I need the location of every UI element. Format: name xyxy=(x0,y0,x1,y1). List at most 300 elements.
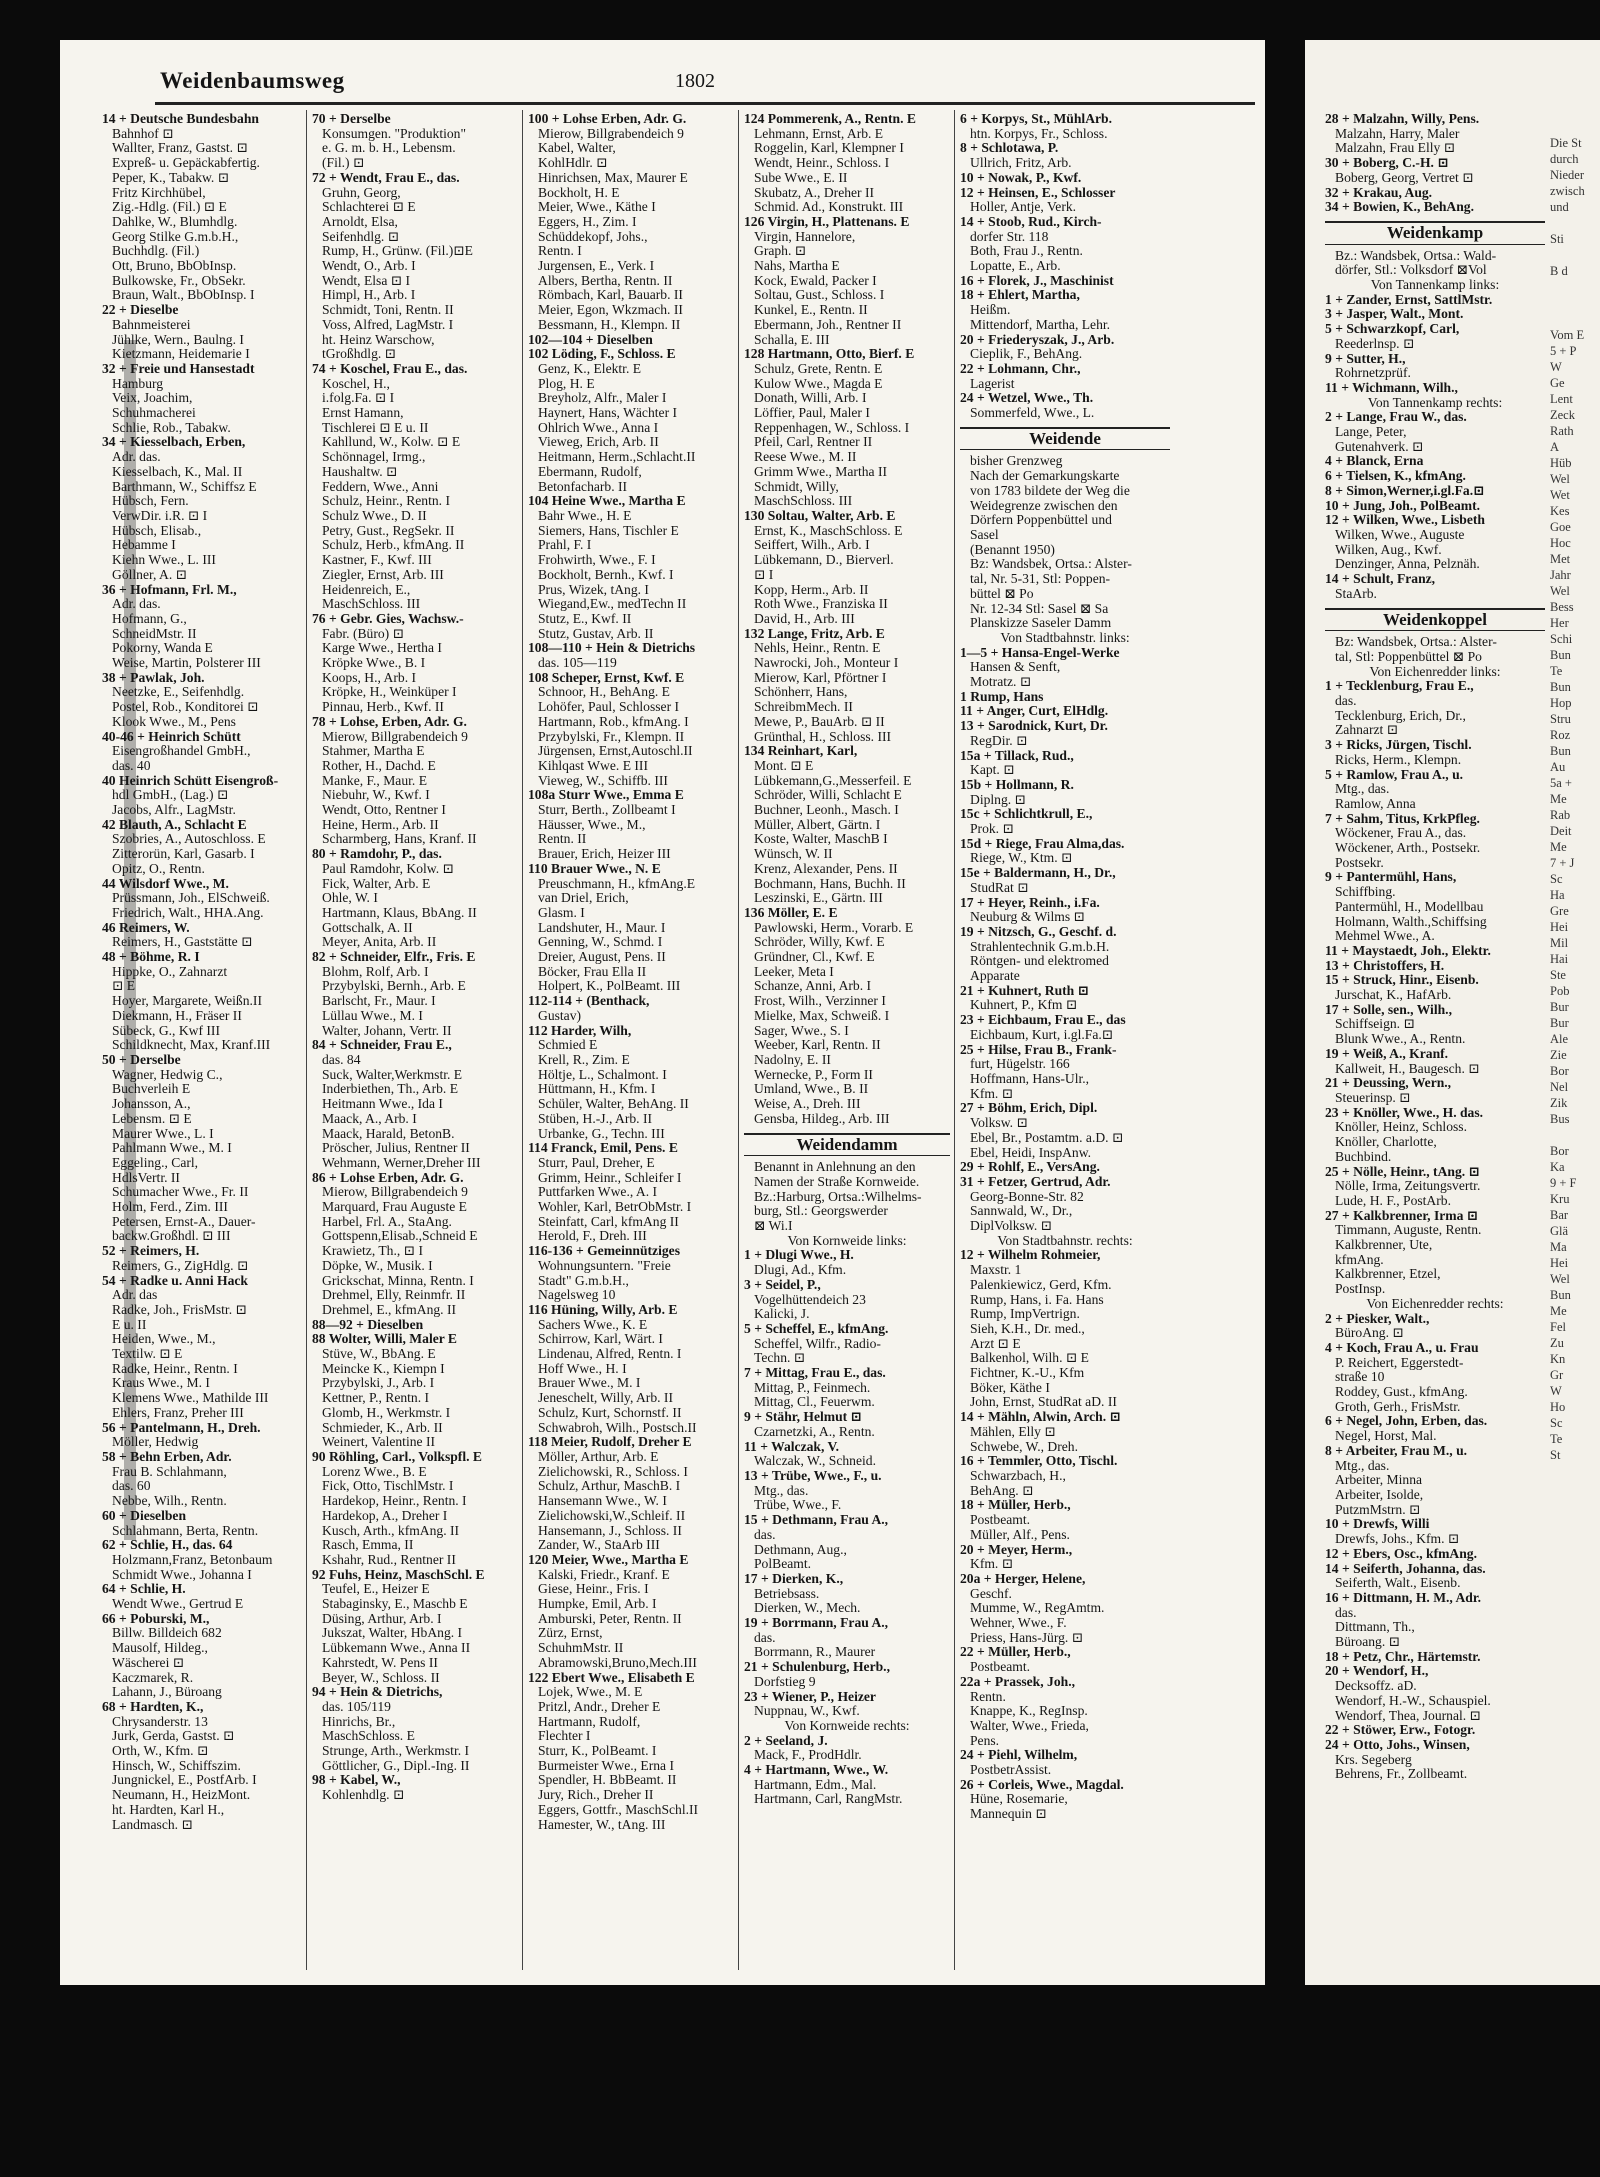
resident-entry: Hartmann, Rudolf, xyxy=(538,1714,641,1729)
resident-entry: Drehmel, E., kfmAng. II xyxy=(322,1302,457,1317)
resident-entry: Mittendorf, Martha, Lehr. xyxy=(970,317,1111,332)
house-entry: 110 Brauer Wwe., N. E xyxy=(528,861,661,876)
house-entry: 50 + Derselbe xyxy=(102,1053,181,1067)
resident-entry: Rentn. I xyxy=(538,244,582,259)
resident-entry: Sturr, Paul, Dreher, E xyxy=(538,1155,655,1170)
resident-entry: Walter, Wwe., Frieda, xyxy=(970,1718,1089,1733)
edge-fragment: Wel xyxy=(1550,584,1570,598)
resident-entry: Ebermann, Joh., Rentner II xyxy=(754,317,902,332)
house-entry: 3 + Seidel, P., xyxy=(744,1277,821,1292)
resident-entry: Leeker, Meta I xyxy=(754,964,834,979)
house-entry: 20 + Wendorf, H., xyxy=(1325,1664,1429,1679)
resident-entry: Sannwald, W., Dr., xyxy=(970,1204,1073,1219)
resident-entry: Petry, Gust., RegSekr. II xyxy=(322,523,455,538)
resident-entry: Krawietz, Th., ⊡ I xyxy=(322,1244,423,1259)
edge-fragment: Pob xyxy=(1550,984,1570,998)
resident-entry: MaschSchloss. E xyxy=(322,1729,415,1744)
resident-entry: Lübkemann,G.,Messerfeil. E xyxy=(754,773,912,788)
edge-fragment: 9 + F xyxy=(1550,1176,1577,1190)
resident-entry: Heißm. xyxy=(970,303,1011,318)
resident-entry: Schulz, Heinr., Rentn. I xyxy=(322,494,450,509)
house-entry: 38 + Pawlak, Joh. xyxy=(102,670,205,685)
resident-entry: Kock, Ewald, Packer I xyxy=(754,273,877,288)
resident-entry: Von Stadtbahnstr. links: xyxy=(1000,630,1130,645)
resident-entry: Kietzmann, Heidemarie I xyxy=(112,347,250,362)
resident-entry: Breyholz, Alfr., Maler I xyxy=(538,391,667,406)
resident-entry: Vogelhüttendeich 23 xyxy=(754,1292,866,1307)
resident-entry: Möller, Arthur, Arb. E xyxy=(538,1449,659,1464)
resident-entry: Mittag, P., Feinmech. xyxy=(754,1380,871,1395)
resident-entry: Hartmann, Carl, RangMstr. xyxy=(754,1792,903,1807)
resident-entry: Genning, W., Schmd. I xyxy=(538,935,663,950)
resident-entry: Kabel, Walter, xyxy=(538,141,616,156)
resident-entry: Mausolf, Hildeg., xyxy=(112,1641,208,1656)
edge-fragment: Hei xyxy=(1550,1256,1569,1270)
resident-entry: Hebamme I xyxy=(112,538,176,553)
resident-entry: Pens. xyxy=(970,1733,1000,1748)
resident-entry: Nawrocki, Joh., Monteur I xyxy=(754,656,899,671)
resident-entry: Ehlers, Franz, Preher III xyxy=(112,1405,244,1420)
resident-entry: Zitterorün, Karl, Gasarb. I xyxy=(112,847,255,862)
edge-fragment: Hüb xyxy=(1550,456,1572,470)
resident-entry: Buchverleih E xyxy=(112,1082,191,1097)
edge-fragment: Bor xyxy=(1550,1144,1569,1158)
edge-fragment: Bun xyxy=(1550,1288,1571,1302)
resident-entry: Weeber, Karl, Rentn. II xyxy=(754,1038,881,1053)
resident-entry: Umland, Wwe., B. II xyxy=(754,1082,869,1097)
resident-entry: Bulkowske, Fr., ObSekr. xyxy=(112,273,246,288)
resident-entry: Sturr, Berth., Zollbeamt I xyxy=(538,803,676,818)
resident-entry: Stahmer, Martha E xyxy=(322,744,425,759)
house-entry: 108—110 + Hein & Dietrichs xyxy=(528,641,696,656)
house-entry: 128 Hartmann, Otto, Bierf. E xyxy=(744,347,915,362)
resident-entry: Kröpke Wwe., B. I xyxy=(322,656,426,671)
resident-entry: StudRat ⊡ xyxy=(970,880,1029,895)
resident-entry: Seifenhdlg. ⊡ xyxy=(322,229,400,244)
resident-entry: Kahrstedt, W. Pens II xyxy=(322,1655,438,1670)
house-entry: 9 + Stähr, Helmut ⊡ xyxy=(744,1410,862,1425)
resident-entry: Prus, Wizek, tAng. I xyxy=(538,582,649,597)
house-entry: 19 + Nitzsch, G., Geschf. d. xyxy=(960,924,1117,939)
resident-entry: Müller, Alf., Pens. xyxy=(970,1527,1070,1542)
house-entry: 88 Wolter, Willi, Maler E xyxy=(312,1332,458,1347)
resident-entry: Postbeamt. xyxy=(970,1660,1031,1675)
resident-entry: Reppenhagen, W., Schloss. I xyxy=(754,420,910,435)
resident-entry: Gustav) xyxy=(538,1008,582,1023)
house-entry: 22 + Lohmann, Chr., xyxy=(960,361,1081,376)
resident-entry: Hansemann, J., Schloss. II xyxy=(538,1523,682,1538)
resident-entry: Heidenreich, E., xyxy=(322,582,411,597)
resident-entry: Heitmann, Herm.,Schlacht.II xyxy=(538,450,696,465)
resident-entry: Jurgensen, E., Verk. I xyxy=(538,259,655,274)
house-entry: 1 + Zander, Ernst, SattlMstr. xyxy=(1325,292,1493,307)
resident-entry: Wendt Wwe., Gertrud E xyxy=(112,1597,244,1612)
house-entry: 20 + Friederyszak, J., Arb. xyxy=(960,332,1115,347)
resident-entry: Przybylski, Fr., Klempn. II xyxy=(538,729,685,744)
resident-entry: Trübe, Wwe., F. xyxy=(754,1498,842,1513)
resident-entry: Kalicki, J. xyxy=(754,1307,810,1322)
edge-fragment: Me xyxy=(1550,840,1567,854)
resident-entry: Rump, Hans, i. Fa. Hans xyxy=(970,1292,1104,1307)
house-entry: 16 + Dittmann, H. M., Adr. xyxy=(1325,1590,1482,1605)
edge-fragment: durch xyxy=(1550,152,1579,166)
resident-entry: Ricks, Herm., Klempn. xyxy=(1335,752,1462,767)
house-entry: 92 Fuhs, Heinz, MaschSchl. E xyxy=(312,1567,485,1582)
resident-entry: Manke, F., Maur. E xyxy=(322,773,428,788)
resident-entry: Kuhnert, P., Kfm ⊡ xyxy=(970,998,1078,1013)
page-number: 1802 xyxy=(675,70,715,92)
house-entry: 12 + Wilken, Wwe., Lisbeth xyxy=(1325,513,1485,528)
resident-entry: P. Reichert, Eggerstedt- xyxy=(1335,1355,1464,1370)
resident-entry: Mierow, Billgrabendeich 9 xyxy=(322,729,468,744)
resident-entry: Strunge, Arth., Werkmstr. I xyxy=(322,1744,470,1759)
resident-entry: Zürz, Ernst, xyxy=(538,1626,603,1641)
resident-entry: Drehmel, Elly, Reinmfr. II xyxy=(322,1288,466,1303)
house-entry: 72 + Wendt, Frau E., das. xyxy=(312,170,460,185)
house-entry: 98 + Kabel, W., xyxy=(312,1773,401,1788)
resident-entry: Wendt, Elsa ⊡ I xyxy=(322,273,411,288)
house-entry: 3 + Jasper, Walt., Mont. xyxy=(1325,307,1464,322)
resident-entry: Jury, Rich., Dreher II xyxy=(538,1788,654,1803)
edge-fragment: St xyxy=(1550,1448,1561,1462)
house-entry: 130 Soltau, Walter, Arb. E xyxy=(744,508,896,523)
edge-fragment: Hai xyxy=(1550,952,1569,966)
resident-entry: Büroang. ⊡ xyxy=(1335,1635,1401,1650)
edge-fragment: Bun xyxy=(1550,680,1571,694)
house-entry: 1—5 + Hansa-Engel-Werke xyxy=(960,645,1120,660)
edge-fragment: Te xyxy=(1550,664,1563,678)
page-header-street: Weidenbaumsweg xyxy=(160,68,345,93)
resident-entry: Flechter I xyxy=(538,1729,591,1744)
resident-entry: Reese Wwe., M. II xyxy=(754,450,857,465)
resident-entry: Buchner, Leonh., Masch. I xyxy=(754,803,899,818)
resident-entry: Zig.-Hdlg. (Fil.) ⊡ E xyxy=(112,200,227,215)
resident-entry: Kulow Wwe., Magda E xyxy=(754,376,883,391)
resident-entry: Gutenahverk. ⊡ xyxy=(1335,439,1424,454)
resident-entry: E u. II xyxy=(112,1317,147,1332)
resident-entry: Chrysanderstr. 13 xyxy=(112,1714,208,1729)
resident-entry: Boberg, Georg, Vertret ⊡ xyxy=(1335,170,1474,185)
edge-fragment: Lent xyxy=(1550,392,1573,406)
resident-entry: Seiffert, Wilh., Arb. I xyxy=(754,538,870,553)
resident-entry: Abramowski,Bruno,Mech.III xyxy=(538,1655,697,1670)
resident-entry: Schlahmann, Berta, Rentn. xyxy=(112,1523,259,1538)
resident-entry: MaschSchloss. III xyxy=(754,494,853,509)
house-entry: 17 + Solle, sen., Wilh., xyxy=(1325,1002,1452,1017)
resident-entry: StaArb. xyxy=(1335,586,1377,601)
resident-entry: Scheffel, Wilfr., Radio- xyxy=(754,1336,881,1351)
house-entry: 108a Sturr Wwe., Emma E xyxy=(528,788,684,803)
resident-entry: Kopp, Herm., Arb. II xyxy=(754,582,869,597)
resident-entry: Adr. das. xyxy=(112,597,161,612)
house-entry: 90 Röhling, Carl., Volkspfl. E xyxy=(312,1449,482,1464)
house-entry: 15 + Struck, Hinr., Eisenb. xyxy=(1325,973,1479,988)
resident-entry: Betonfacharb. II xyxy=(538,479,628,494)
resident-entry: Kfm. ⊡ xyxy=(970,1557,1014,1572)
resident-entry: Cieplik, F., BehAng. xyxy=(970,347,1083,362)
house-entry: 27 + Böhm, Erich, Dipl. xyxy=(960,1101,1098,1116)
resident-entry: Schmieder, K., Arb. II xyxy=(322,1420,443,1435)
resident-entry: John, Ernst, StudRat aD. II xyxy=(970,1395,1117,1410)
resident-entry: Betriebsass. xyxy=(754,1586,820,1601)
resident-entry: Textilw. ⊡ E xyxy=(112,1347,183,1362)
resident-entry: Pawlowski, Herm., Vorarb. E xyxy=(754,920,914,935)
resident-entry: Stadt" G.m.b.H., xyxy=(538,1273,629,1288)
house-entry: 34 + Bowien, K., BehAng. xyxy=(1325,200,1474,215)
edge-fragment: Fel xyxy=(1550,1320,1566,1334)
edge-fragment: Ho xyxy=(1550,1400,1566,1414)
resident-entry: das. 40 xyxy=(112,758,151,773)
house-entry: 16 + Florek, J., Maschinist xyxy=(960,273,1114,288)
resident-entry: Brauer Wwe., M. I xyxy=(538,1376,641,1391)
house-entry: 44 Wilsdorf Wwe., M. xyxy=(102,876,229,891)
resident-entry: Schiffseign. ⊡ xyxy=(1335,1017,1415,1032)
house-entry: 66 + Poburski, M., xyxy=(102,1611,210,1626)
resident-entry: Mierow, Billgrabendeich 9 xyxy=(538,126,684,141)
resident-entry: Negel, Horst, Mal. xyxy=(1335,1429,1437,1444)
resident-entry: Ebel, Br., Postamtm. a.D. ⊡ xyxy=(970,1130,1124,1145)
house-entry: 29 + Rohlf, E., VersAng. xyxy=(960,1160,1100,1175)
house-entry: 8 + Simon,Werner,i.gl.Fa.⊡ xyxy=(1325,483,1485,498)
resident-entry: Pokorny, Wanda E xyxy=(112,641,213,656)
house-entry: 15c + Schlichtkrull, E., xyxy=(960,807,1093,822)
resident-entry: Suck, Walter,Werkmstr. E xyxy=(322,1067,463,1082)
house-entry: 136 Möller, E. E xyxy=(744,905,838,920)
edge-fragment: Ale xyxy=(1550,1032,1569,1046)
edge-fragment: A xyxy=(1550,440,1560,454)
house-entry: 2 + Lange, Frau W., das. xyxy=(1325,410,1467,425)
edge-fragment: B d xyxy=(1550,264,1568,278)
resident-entry: Hübsch, Elisab., xyxy=(112,523,202,538)
resident-entry: Wallter, Franz, Gastst. ⊡ xyxy=(112,141,248,156)
edge-fragment: Bar xyxy=(1550,1208,1569,1222)
edge-fragment: Bun xyxy=(1550,744,1571,758)
house-entry: 11 + Anger, Curt, ElHdlg. xyxy=(960,704,1109,719)
house-entry: 52 + Reimers, H. xyxy=(102,1244,200,1259)
resident-entry: Lopatte, E., Arb. xyxy=(970,259,1061,274)
house-entry: 1 Rump, Hans xyxy=(960,689,1044,704)
resident-entry: Jungnickel, E., PostfArb. I xyxy=(112,1773,257,1788)
edge-fragment xyxy=(1550,279,1600,295)
resident-entry: dörfer, Stl.: Volksdorf ⊠Vol xyxy=(1335,263,1487,278)
house-entry: 76 + Gebr. Gies, Wachsw.- xyxy=(312,611,464,626)
edge-fragment: Zu xyxy=(1550,1336,1564,1350)
resident-entry: Palenkiewicz, Gerd, Kfm. xyxy=(970,1277,1112,1292)
resident-entry: Schlachterei ⊡ E xyxy=(322,200,416,215)
resident-entry: Hardekop, A., Dreher I xyxy=(322,1508,448,1523)
resident-entry: Balkenhol, Wilh. ⊡ E xyxy=(970,1351,1089,1366)
column-divider xyxy=(738,110,739,1970)
resident-entry: Decksoffz. aD. xyxy=(1335,1679,1417,1694)
resident-entry: Ebel, Heidi, InspAnw. xyxy=(970,1145,1092,1160)
house-entry: 74 + Koschel, Frau E., das. xyxy=(312,361,468,376)
house-entry: 78 + Lohse, Erben, Adr. G. xyxy=(312,714,467,729)
resident-entry: Eggers, Gottfr., MaschSchl.II xyxy=(538,1802,699,1817)
resident-entry: Dethmann, Aug., xyxy=(754,1542,847,1557)
resident-entry: von 1783 bildete der Weg die xyxy=(970,483,1130,498)
column-1 xyxy=(102,112,298,1962)
resident-entry: Bochmann, Hans, Buchh. II xyxy=(754,876,906,891)
resident-entry: Petersen, Ernst-A., Dauer- xyxy=(112,1214,256,1229)
resident-entry: Vieweg, Erich, Arb. II xyxy=(538,435,659,450)
resident-entry: Hansemann Wwe., W. I xyxy=(538,1494,667,1509)
resident-entry: Georg Stilke G.m.b.H., xyxy=(112,229,239,244)
resident-entry: Von Eichenredder rechts: xyxy=(1366,1296,1504,1311)
resident-entry: Nölle, Irma, Zeitungsvertr. xyxy=(1335,1179,1481,1194)
resident-entry: Marquard, Frau Auguste E xyxy=(322,1200,467,1215)
edge-fragment: Zik xyxy=(1550,1096,1568,1110)
resident-entry: Amburski, Peter, Rentn. II xyxy=(538,1611,682,1626)
house-entry: 7 + Sahm, Titus, KrkPfleg. xyxy=(1325,811,1480,826)
resident-entry: Bz.: Wandsbek, Ortsa.: Wald- xyxy=(1335,248,1497,263)
house-entry: 84 + Schneider, Frau E., xyxy=(312,1038,452,1053)
edge-fragment: Hoc xyxy=(1550,536,1571,550)
house-entry: 114 Franck, Emil, Pens. E xyxy=(528,1141,678,1156)
resident-entry: Wohler, Karl, BetrObMstr. I xyxy=(538,1200,692,1215)
house-entry: 27 + Kalkbrenner, Irma ⊡ xyxy=(1325,1208,1479,1223)
resident-entry: Von Kornweide links: xyxy=(787,1233,907,1248)
resident-entry: Czarnetzki, A., Rentn. xyxy=(754,1424,875,1439)
resident-entry: Przybylski, J., Arb. I xyxy=(322,1376,435,1391)
resident-entry: Wehmann, Werner,Dreher III xyxy=(322,1155,481,1170)
resident-entry: Spendler, H. BbBeamt. II xyxy=(538,1773,677,1788)
edge-fragment: Wet xyxy=(1550,488,1570,502)
resident-entry: Mielke, Max, Schweiß. I xyxy=(754,1008,890,1023)
resident-entry: Rohrnetzprüf. xyxy=(1335,366,1411,381)
resident-entry: Weinert, Valentine II xyxy=(322,1435,436,1450)
resident-entry: Schanze, Anni, Arb. I xyxy=(754,979,872,994)
house-entry: 6 + Negel, John, Erben, das. xyxy=(1325,1414,1488,1429)
resident-entry: Kiehn Wwe., L. III xyxy=(112,553,216,568)
resident-entry: Grimm Wwe., Martha II xyxy=(754,464,888,479)
resident-entry: Mont. ⊡ E xyxy=(754,758,814,773)
house-entry: 30 + Boberg, C.-H. ⊡ xyxy=(1325,156,1449,171)
resident-entry: SchreibmMech. II xyxy=(754,700,853,715)
resident-entry: Lehmann, Ernst, Arb. E xyxy=(754,126,884,141)
resident-entry: Friedrich, Walt., HHA.Ang. xyxy=(112,905,264,920)
resident-entry: Jurschat, K., HafArb. xyxy=(1335,988,1452,1003)
edge-fragment: Gr xyxy=(1550,1368,1564,1382)
resident-entry: Roggelin, Karl, Klempner I xyxy=(754,141,904,156)
edge-fragment: Bur xyxy=(1550,1016,1569,1030)
resident-entry: Haynert, Hans, Wächter I xyxy=(538,406,678,421)
resident-entry: Holler, Antje, Verk. xyxy=(970,200,1077,215)
resident-entry: Puttfarken Wwe., A. I xyxy=(538,1185,658,1200)
resident-entry: Glomb, H., Werkmstr. I xyxy=(322,1405,451,1420)
edge-fragment: Met xyxy=(1550,552,1571,566)
house-entry: 15 + Dethmann, Frau A., xyxy=(744,1513,889,1528)
resident-entry: Schwarzbach, H., xyxy=(970,1468,1066,1483)
resident-entry: Postsekr. xyxy=(1335,855,1384,870)
resident-entry: Wöckener, Arth., Postsekr. xyxy=(1335,841,1481,856)
resident-entry: Drewfs, Johs., Kfm. ⊡ xyxy=(1335,1532,1460,1547)
resident-entry: Mierow, Karl, Pförtner I xyxy=(754,670,887,685)
resident-entry: Höltje, L., Schalmont. I xyxy=(538,1067,667,1082)
resident-entry: Arnoldt, Elsa, xyxy=(322,214,398,229)
edge-fragment xyxy=(1550,215,1600,231)
resident-entry: Maurer Wwe., L. I xyxy=(112,1126,214,1141)
resident-entry: Blunk Wwe., A., Rentn. xyxy=(1335,1032,1466,1047)
column-right-page xyxy=(1325,112,1545,1782)
resident-entry: Bessmann, H., Klempn. II xyxy=(538,317,681,332)
resident-entry: Mtg., das. xyxy=(1335,1458,1390,1473)
resident-entry: PutzmMstrn. ⊡ xyxy=(1335,1502,1421,1517)
edge-fragment: Ma xyxy=(1550,1240,1567,1254)
house-entry: 21 + Schulenburg, Herb., xyxy=(744,1660,890,1675)
resident-entry: Urbanke, G., Techn. III xyxy=(538,1126,665,1141)
column-4 xyxy=(744,112,950,1962)
resident-entry: Meier, Egon, Wkzmach. II xyxy=(538,303,683,318)
resident-entry: hdl GmbH., (Lag.) ⊡ xyxy=(112,788,229,803)
resident-entry: Hippke, O., Zahnarzt xyxy=(112,964,228,979)
resident-entry: Wernecke, P., Form II xyxy=(754,1067,873,1082)
resident-entry: Virgin, Hannelore, xyxy=(754,229,856,244)
house-entry: 5 + Schwarzkopf, Carl, xyxy=(1325,322,1460,337)
column-divider xyxy=(954,110,955,1970)
resident-entry: Hinsch, W., Schiffszim. xyxy=(112,1758,241,1773)
resident-entry: Schüddekopf, Johs., xyxy=(538,229,648,244)
resident-entry: Buchhdlg. (Fil.) xyxy=(112,244,200,259)
resident-entry: Hansen & Senft, xyxy=(970,660,1061,675)
resident-entry: Neetzke, E., Seifenhdlg. xyxy=(112,685,245,700)
resident-entry: Johansson, A., xyxy=(112,1097,191,1112)
resident-entry: Seiferth, Walt., Eisenb. xyxy=(1335,1576,1461,1591)
resident-entry: Lorenz Wwe., B. E xyxy=(322,1464,427,1479)
resident-entry: Donath, Willi, Arb. I xyxy=(754,391,867,406)
resident-entry: Denzinger, Anna, Pelznäh. xyxy=(1335,557,1480,572)
edge-fragment xyxy=(1550,311,1600,327)
house-entry: 12 + Wilhelm Rohmeier, xyxy=(960,1248,1101,1263)
edge-fragment: Te xyxy=(1550,1432,1563,1446)
resident-entry: Buchbind. xyxy=(1335,1149,1392,1164)
resident-entry: Kraus Wwe., M. I xyxy=(112,1376,210,1391)
resident-entry: Postel, Rob., Konditorei ⊡ xyxy=(112,700,259,715)
resident-entry: Schulz, Herb., kfmAng. II xyxy=(322,538,465,553)
resident-entry: Ohle, W. I xyxy=(322,891,378,906)
resident-entry: Löffier, Paul, Maler I xyxy=(754,406,870,421)
resident-entry: Lahann, J., Büroang xyxy=(112,1685,222,1700)
resident-entry: Göttlicher, G., Dipl.-Ing. II xyxy=(322,1758,470,1773)
edge-fragment xyxy=(1550,247,1600,263)
resident-entry: Skubatz, A., Dreher II xyxy=(754,185,875,200)
resident-entry: Mewe, P., BauArb. ⊡ II xyxy=(754,714,885,729)
resident-entry: Kettner, P., Rentn. I xyxy=(322,1391,430,1406)
resident-entry: Roddey, Gust., kfmAng. xyxy=(1335,1385,1468,1400)
resident-entry: ⊠ Wi.I xyxy=(754,1219,793,1234)
house-entry: 132 Lange, Fritz, Arb. E xyxy=(744,626,885,641)
resident-entry: Stüben, H.-J., Arb. II xyxy=(538,1111,653,1126)
resident-entry: Burmeister Wwe., Erna I xyxy=(538,1758,675,1773)
resident-entry: Wendt, Heinr., Schloss. I xyxy=(754,156,890,171)
resident-entry: Ott, Bruno, BbObInsp. xyxy=(112,259,237,274)
house-entry: 56 + Pantelmann, H., Dreh. xyxy=(102,1420,261,1435)
house-entry: 6 + Korpys, St., MühlArb. xyxy=(960,112,1113,126)
house-entry: 1 + Tecklenburg, Frau E., xyxy=(1325,679,1474,694)
resident-entry: Hartmann, Klaus, BbAng. II xyxy=(322,905,477,920)
resident-entry: büttel ⊠ Po xyxy=(970,586,1034,601)
resident-entry: das. 105—119 xyxy=(538,656,617,671)
edge-fragment: Bun xyxy=(1550,648,1571,662)
resident-entry: tGroßhdlg. ⊡ xyxy=(322,347,397,362)
edge-fragment: Me xyxy=(1550,1304,1567,1318)
resident-entry: Walczak, W., Schneid. xyxy=(754,1454,876,1469)
resident-entry: Mierow, Billgrabendeich 9 xyxy=(322,1185,468,1200)
resident-entry: Wagner, Hedwig C., xyxy=(112,1067,223,1082)
resident-entry: Schirrow, Karl, Wärt. I xyxy=(538,1332,663,1347)
resident-entry: Hardekop, Heinr., Rentn. I xyxy=(322,1494,467,1509)
resident-entry: Wiegand,Ew., medTechn II xyxy=(538,597,687,612)
house-entry: 122 Ebert Wwe., Elisabeth E xyxy=(528,1670,695,1685)
